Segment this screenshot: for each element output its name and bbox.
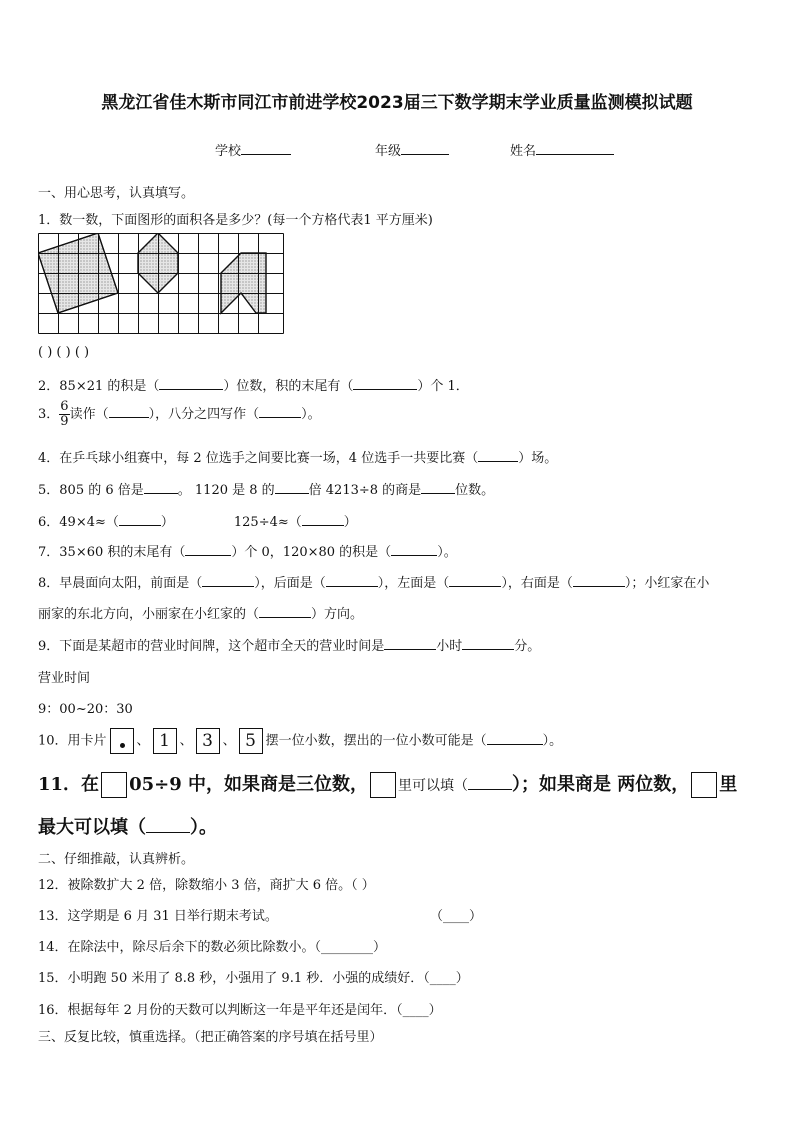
q7-blank-2[interactable] [391,542,437,556]
school-field [215,140,291,159]
question-8-line-1 [38,572,709,591]
question-9 [38,635,540,654]
q3-blank-2[interactable] [259,404,301,418]
fraction-numerator: 6 [60,399,69,414]
q2-text-b: ）位数，积的末尾有（ [223,379,354,394]
question-13-answer[interactable]: （____） [430,909,483,924]
q7-text-c: ）。 [437,545,457,560]
grade-label: 年级 [375,144,402,159]
q2-text-a: 2．85×21 的积是（ [38,379,160,394]
business-hours-value: 9：00~20：30 [38,702,133,717]
q8-text-c: ），左面是（ [377,576,450,591]
q6-text-a: 6．49×4≈（ [38,515,119,530]
section-1-heading: 一、用心思考，认真填写。 [38,186,195,201]
question-1: 1．数一数，下面图形的面积各是多少？(每一个方格代表1 平方厘米) [38,213,433,228]
name-label: 姓名 [510,144,537,159]
question-2 [38,375,469,394]
question-11-line-1 [38,770,737,798]
section-3-heading: 三、反复比较，慎重选择。（把正确答案的序号填在括号里） [38,1030,383,1045]
name-field [510,140,614,159]
grade-field [375,140,449,159]
card-separator: 、 [136,733,150,749]
shape-3 [221,253,266,313]
question-6 [38,511,357,530]
card-separator: 、 [222,733,236,749]
q8-text-a: 8．早晨面向太阳，前面是（ [38,576,203,591]
q5-text-d: 位数。 [455,483,495,498]
q5-text-c: 倍 4213÷8 的商是 [308,483,422,498]
q10-text-c: ）。 [542,733,563,749]
card-5: 5 [239,728,263,754]
business-hours-title: 营业时间 [38,671,91,686]
q8-text-f: 丽家的东北方向，小丽家在小红家的（ [38,607,260,622]
q5-blank-1[interactable] [144,480,178,494]
q5-blank-2[interactable] [275,480,309,494]
q5-text-b: 。 1120 是 8 的 [177,483,275,498]
q11-text-e: 里 [719,774,738,795]
question-1-answers[interactable]: ( ) ( ) ( ) [38,345,90,360]
question-16: 16．根据每年 2 月份的天数可以判断这一年是平年还是闰年．（____） [38,1003,442,1018]
q10-text-b: 摆一位小数，摆出的一位小数可能是（ [265,733,487,749]
q4-text-a: 4．在乒乓球小组赛中，每 2 位选手之间要比赛一场，4 位选手一共要比赛（ [38,451,479,466]
q9-text-a: 9．下面是某超市的营业时间牌，这个超市全天的营业时间是 [38,639,385,654]
q4-blank[interactable] [478,448,518,462]
q8-text-d: ），右面是（ [501,576,573,591]
q6-blank-2[interactable] [302,512,344,526]
q9-blank-1[interactable] [384,636,436,650]
question-14: 14．在除法中，除尽后余下的数必须比除数小。（________） [38,940,387,955]
q3-text-c: ）。 [301,407,321,422]
fraction-denominator: 9 [60,414,69,429]
question-7 [38,541,457,560]
q3-text-b: ），八分之四写作（ [148,407,260,422]
q2-blank-1[interactable] [159,376,223,390]
digit-box-2[interactable] [370,772,396,798]
q11-text-g: ）。 [190,817,217,838]
question-3 [38,400,321,429]
q8-text-e: ）；小红家在小 [624,576,710,591]
page-title: 黑龙江省佳木斯市同江市前进学校2023届三下数学期末学业质量监测模拟试题 [101,93,693,113]
q6-blank-1[interactable] [119,512,161,526]
q7-blank-1[interactable] [185,542,231,556]
q9-text-c: 分。 [514,639,541,654]
q6-text-c: 125÷4≈（ [233,515,302,530]
q8-blank-3[interactable] [449,573,501,587]
q8-blank-5[interactable] [259,604,311,618]
question-15: 15．小明跑 50 米用了 8.8 秒，小强用了 9.1 秒．小强的成绩好．（____） [38,971,469,986]
card-3: 3 [196,728,220,754]
q8-text-b: ），后面是（ [254,576,326,591]
q3-prefix: 3． [38,407,60,422]
q7-text-b: ）个 0，120×80 的积是（ [231,545,392,560]
school-label: 学校 [215,144,242,159]
q9-text-b: 小时 [436,639,463,654]
question-4 [38,447,557,466]
card-decimal-point [110,728,134,754]
q10-blank[interactable] [487,731,543,745]
q11-blank-1[interactable] [468,776,512,790]
q11-text-c: 里可以填（ [397,778,468,794]
q6-text-d: ） [343,515,357,530]
question-5 [38,479,494,498]
question-12: 12．被除数扩大 2 倍，除数缩小 3 倍，商扩大 6 倍。（ ） [38,878,375,893]
q11-text-d: ）；如果商是 两位数， [511,774,690,795]
q5-blank-3[interactable] [421,480,455,494]
q7-text-a: 7．35×60 积的末尾有（ [38,545,186,560]
q2-text-c: ）个 1． [417,379,469,394]
q8-blank-4[interactable] [573,573,625,587]
school-blank[interactable] [241,141,291,155]
q5-text-a: 5．805 的 6 倍是 [38,483,144,498]
grade-blank[interactable] [401,141,449,155]
section-2-heading: 二、仔细推敲，认真辨析。 [38,852,195,867]
question-13: 13．这学期是 6 月 31 日举行期末考试。 [38,909,278,924]
q8-blank-2[interactable] [326,573,378,587]
q4-text-b: ）场。 [518,451,558,466]
area-grid-figure [38,233,286,335]
q11-text-f: 最大可以填（ [38,817,146,838]
q11-blank-2[interactable] [146,819,190,833]
q8-text-g: ）方向。 [311,607,364,622]
card-separator: 、 [179,733,193,749]
fraction-six-ninths [59,400,69,429]
question-8-line-2 [38,603,363,622]
card-1: 1 [153,728,177,754]
q11-text-b: 05÷9 中，如果商是三位数， [129,774,368,795]
question-11-line-2 [38,813,217,839]
q11-text-a: 11．在 [38,774,100,795]
q8-blank-1[interactable] [202,573,254,587]
digit-box-1[interactable] [101,772,127,798]
digit-box-3[interactable] [691,772,717,798]
question-10 [38,728,562,754]
q6-text-b: ） [160,515,174,530]
q10-text-a: 10．用卡片 [38,733,107,749]
q3-blank-1[interactable] [109,404,149,418]
q9-blank-2[interactable] [462,636,514,650]
name-blank[interactable] [536,141,614,155]
q2-blank-2[interactable] [353,376,417,390]
q3-text-a: 读作（ [69,407,109,422]
